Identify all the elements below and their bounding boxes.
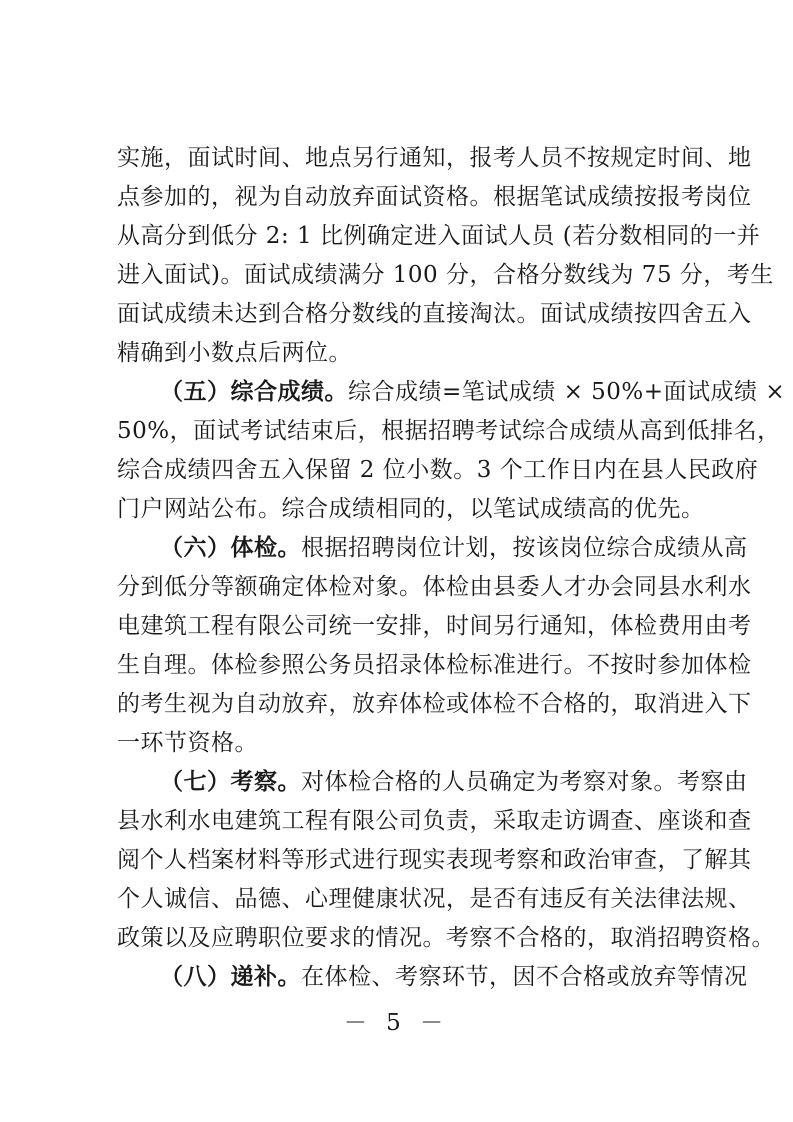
section-heading: （五）综合成绩。 <box>160 379 348 405</box>
body-line: 50%，面试考试结束后，根据招聘考试综合成绩从高到低排名， <box>117 418 781 444</box>
section-heading: （八）递补。 <box>160 964 301 990</box>
body-line: 生自理。体检参照公务员招录体检标准进行。不按时参加体检 <box>117 652 752 678</box>
body-line: 点参加的，视为自动放弃面试资格。根据笔试成绩按报考岗位 <box>117 184 752 210</box>
section-text: 在体检、考察环节，因不合格或放弃等情况 <box>301 964 748 990</box>
body-line: 政策以及应聘职位要求的情况。考察不合格的，取消招聘资格。 <box>117 925 775 951</box>
body-line: 分到低分等额确定体检对象。体检由县委人才办会同县水利水 <box>117 574 752 600</box>
section-text: 对体检合格的人员确定为考察对象。考察由 <box>301 769 748 795</box>
body-line: 从高分到低分 2: 1 比例确定进入面试人员 (若分数相同的一并 <box>117 223 761 249</box>
body-line: 的考生视为自动放弃，放弃体检或体检不合格的，取消进入下 <box>117 691 752 717</box>
section-first-line <box>160 959 748 995</box>
body-line: 实施，面试时间、地点另行通知，报考人员不按规定时间、地 <box>117 145 752 171</box>
section-text: 根据招聘岗位计划，按该岗位综合成绩从高 <box>301 535 748 561</box>
body-line: 县水利水电建筑工程有限公司负责，采取走访调查、座谈和查 <box>117 808 752 834</box>
section-text: 综合成绩=笔试成绩 × 50%+面试成绩 × <box>348 379 786 405</box>
body-line: 一环节资格。 <box>117 730 258 756</box>
body-line: 面试成绩未达到合格分数线的直接淘汰。面试成绩按四舍五入 <box>117 301 752 327</box>
body-line: 综合成绩四舍五入保留 2 位小数。3 个工作日内在县人民政府 <box>117 457 759 483</box>
body-line: 阅个人档案材料等形式进行现实表现考察和政治审查，了解其 <box>117 847 752 873</box>
body-line: 进入面试)。面试成绩满分 100 分，合格分数线为 75 分，考生 <box>117 262 774 288</box>
section-heading: （六）体检。 <box>160 535 301 561</box>
body-line: 精确到小数点后两位。 <box>117 340 352 366</box>
body-line: 门户网站公布。综合成绩相同的，以笔试成绩高的优先。 <box>117 496 705 522</box>
section-first-line <box>160 530 748 566</box>
page-number: － 5 － <box>343 1010 450 1036</box>
section-heading: （七）考察。 <box>160 769 301 795</box>
body-line: 个人诚信、品德、心理健康状况，是否有违反有关法律法规、 <box>117 886 752 912</box>
body-line: 电建筑工程有限公司统一安排，时间另行通知，体检费用由考 <box>117 613 752 639</box>
section-first-line <box>160 764 748 800</box>
section-first-line <box>160 374 786 410</box>
